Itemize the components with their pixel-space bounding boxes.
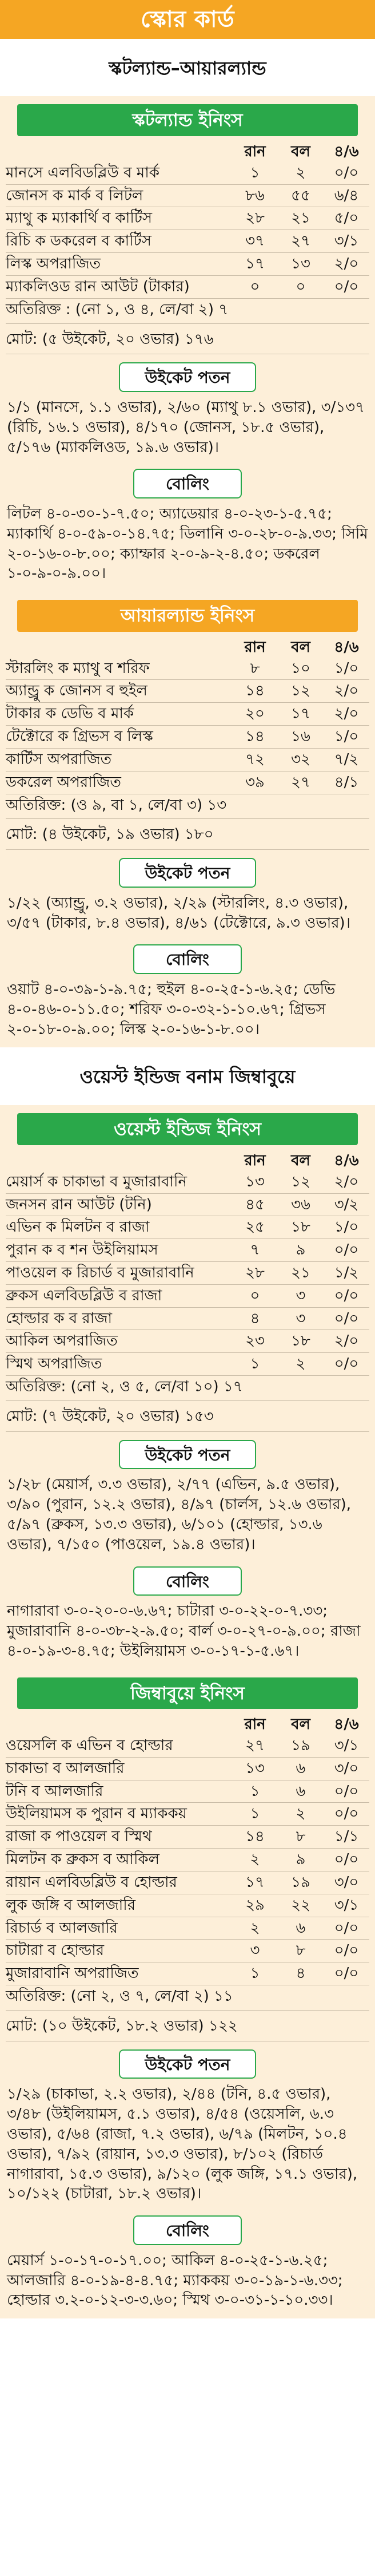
- table-row: ওয়েসলি ক এভিন ব হোল্ডার ২৭ ১৯ ৩/১: [6, 1735, 369, 1758]
- table-row: ম্যাকলিওড রান আউট (টাকার) ০ ০ ০/০: [6, 276, 369, 299]
- table-row: জোনস ক মার্ক ব লিটল ৮৬ ৫৫ ৬/৪: [6, 185, 369, 208]
- extras-line: অতিরিক্ত: (ও ৯, বা ১, লে/বা ৩) ১৩: [6, 794, 369, 820]
- bowling-text: লিটল ৪-০-৩০-১-৭.৫০; অ্যাডেয়ার ৪-০-২৩-১-৫.৭৫; ম্যাকার্থি ৪-০-৫৯-০-১৪.৭৫; ডিলানি ৩-০-২৮-০-৯.৩৩; সিমি ২-০-১৬-০-৮.০০; ক্যাম্ফার ২-০-৯-২-৪.৫০; ডকরেল ১-০-৯-০-৯.০০।: [7, 505, 368, 583]
- match-title-2: ওয়েস্ট ইন্ডিজ বনাম জিম্বাবুয়ে: [0, 1047, 375, 1105]
- total-line: মোট: (১০ উইকেট, ১৮.২ ওভার) ১২২: [6, 2011, 369, 2041]
- col-fours-sixes: ৪/৬: [334, 638, 359, 656]
- total-line: মোট: (৭ উইকেট, ২০ ওভার) ১৫৩: [6, 1401, 369, 1432]
- batting-list: [6, 658, 369, 794]
- col-runs: রান: [244, 638, 266, 656]
- table-row: চাটারা ব হোল্ডার ৩ ৮ ০/০: [6, 1940, 369, 1962]
- table-row: টেক্টোরে ক গ্রিভস ব লিস্ক ১৪ ১৬ ১/০: [6, 726, 369, 749]
- extras-line: অতিরিক্ত : (নো ১, ও ৪, লে/বা ২) ৭: [6, 299, 369, 324]
- fall-of-wickets-label: উইকেট পতন: [119, 362, 256, 392]
- batting-header-row: [6, 638, 369, 658]
- table-row: অ্যান্ড্রু ক জোনস ব হুইল ১৪ ১২ ২/০: [6, 680, 369, 703]
- innings-scotland: [0, 96, 375, 592]
- table-row: পাওয়েল ক রিচার্ড ব মুজারাবানি ২৮ ২১ ১/২: [6, 1262, 369, 1285]
- innings-ireland: [0, 592, 375, 1047]
- extras-line: অতিরিক্ত: (নো ২, ও ৭, লে/বা ২) ১১: [6, 1985, 369, 2011]
- col-balls: বল: [291, 143, 310, 160]
- bowling-label: বোলিং: [133, 944, 242, 974]
- bowling-text: মেয়ার্স ১-০-১৭-০-১৭.০০; আকিল ৪-০-২৫-১-৬.২৫; আলজারি ৪-০-১৯-৪-৪.৭৫; ম্যাককয় ৩-০-১৯-১-৬.৩৩; হোল্ডার ৩.২-০-১২-৩-৩.৬০; স্মিথ ৩-০-৩১-১-১০.৩৩।: [7, 2251, 343, 2309]
- innings-west-indies: [0, 1105, 375, 1669]
- batting-header-row: [6, 1151, 369, 1171]
- table-row: ব্রুকস এলবিডব্লিউ ব রাজা ০ ৩ ০/০: [6, 1285, 369, 1308]
- col-runs: রান: [244, 143, 266, 160]
- table-row: টাকার ক ডেভি ব মার্ক ২০ ১৭ ২/০: [6, 703, 369, 726]
- innings-zimbabwe: [0, 1669, 375, 2319]
- extras-line: অতিরিক্ত: (নো ২, ও ৫, লে/বা ১০) ১৭: [6, 1376, 369, 1401]
- table-row: এভিন ক মিলটন ব রাজা ২৫ ১৮ ১/০: [6, 1216, 369, 1239]
- total-line: মোট: (৪ উইকেট, ১৯ ওভার) ১৮০: [6, 819, 369, 850]
- table-row: ম্যাথু ক ম্যাকার্থি ব কার্টিস ২৮ ২১ ৫/০: [6, 207, 369, 230]
- table-row: মেয়ার্স ক চাকাভা ব মুজারাবানি ১৩ ১২ ২/০: [6, 1171, 369, 1194]
- table-row: মুজারাবানি অপরাজিত ১ ৪ ০/০: [6, 1962, 369, 1985]
- table-row: কার্টিস অপরাজিত ৭২ ৩২ ৭/২: [6, 749, 369, 771]
- fall-of-wickets-text: ১/২৮ (মেয়ার্স, ৩.৩ ওভার), ২/৭৭ (এভিন, ৯.৫ ওভার), ৩/৯০ (পুরান, ১২.২ ওভার), ৪/৯৭ (চার্লস, ১২.৬ ওভার), ৫/৯৭ (ব্রুকস, ১৩.৩ ওভার), ৬/১০১ (হোল্ডার, ১৩.৬ ওভার), ৭/১৫০ (পাওয়েল, ১৯.৪ ওভার)।: [7, 1476, 352, 1553]
- innings-header: আয়ারল্যান্ড ইনিংস: [17, 600, 358, 632]
- table-row: জনসন রান আউট (টনি) ৪৫ ৩৬ ৩/২: [6, 1194, 369, 1217]
- col-fours-sixes: ৪/৬: [334, 1716, 359, 1734]
- col-balls: বল: [291, 638, 310, 656]
- batting-list: [6, 1171, 369, 1376]
- batting-header-row: [6, 1715, 369, 1735]
- col-runs: রান: [244, 1152, 266, 1169]
- table-row: স্টারলিং ক ম্যাথু ব শরিফ ৮ ১০ ১/০: [6, 658, 369, 680]
- bowling-label: বোলিং: [133, 2215, 242, 2245]
- total-line: মোট: (৫ উইকেট, ২০ ওভার) ১৭৬: [6, 324, 369, 355]
- table-row: লুক জঙ্গি ব আলজারি ২৯ ২২ ৩/১: [6, 1894, 369, 1917]
- col-fours-sixes: ৪/৬: [334, 143, 359, 160]
- bowling-label: বোলিং: [133, 469, 242, 498]
- batting-list: [6, 162, 369, 299]
- table-row: মানসে এলবিডব্লিউ ব মার্ক ১ ২ ০/০: [6, 162, 369, 185]
- table-row: টনি ব আলজারি ১ ৬ ০/০: [6, 1780, 369, 1803]
- batting-list: [6, 1735, 369, 1985]
- fall-of-wickets-label: উইকেট পতন: [119, 858, 256, 888]
- batting-header-row: [6, 142, 369, 162]
- bowling-text: ওয়াট ৪-০-৩৯-১-৯.৭৫; হুইল ৪-০-২৫-১-৬.২৫; ডেভি ৪-০-৪৬-০-১১.৫০; শরিফ ৩-০-৩২-১-১০.৬৭; গ্রিভস ২-০-১৮-০-৯.০০; লিস্ক ২-০-১৬-১-৮.০০।: [7, 980, 336, 1038]
- table-row: রিচি ক ডকরেল ব কার্টিস ৩৭ ২৭ ৩/১: [6, 230, 369, 253]
- col-fours-sixes: ৪/৬: [334, 1152, 359, 1169]
- col-runs: রান: [244, 1716, 266, 1734]
- page-title: স্কোর কার্ড: [0, 0, 375, 39]
- match-title-1: স্কটল্যান্ড–আয়ারল্যান্ড: [0, 39, 375, 97]
- table-row: স্মিথ অপরাজিত ১ ২ ০/০: [6, 1353, 369, 1376]
- innings-header: জিম্বাবুয়ে ইনিংস: [17, 1677, 358, 1710]
- innings-header: স্কটল্যান্ড ইনিংস: [17, 104, 358, 136]
- col-balls: বল: [291, 1716, 310, 1734]
- table-row: আকিল অপরাজিত ২৩ ১৮ ২/০: [6, 1330, 369, 1353]
- fall-of-wickets-label: উইকেট পতন: [119, 2049, 256, 2079]
- table-row: উইলিয়ামস ক পুরান ব ম্যাককয় ১ ২ ০/০: [6, 1803, 369, 1826]
- table-row: হোল্ডার ক ব রাজা ৪ ৩ ০/০: [6, 1308, 369, 1331]
- fall-of-wickets-label: উইকেট পতন: [119, 1440, 256, 1470]
- fall-of-wickets-text: ১/২৯ (চাকাভা, ২.২ ওভার), ২/৪৪ (টনি, ৪.৫ ওভার), ৩/৪৮ (উইলিয়ামস, ৫.১ ওভার), ৪/৫৪ (ওয়েসলি, ৬.৩ ওভার), ৫/৬৪ (রাজা, ৭.২ ওভার), ৬/৭৯ (মিলটন, ১০.৪ ওভার), ৭/৯২ (রায়ান, ১৩.৩ ওভার), ৮/১০২ (রিচার্ড নাগারাবা, ১৫.৩ ওভার), ৯/১২০ (লুক জঙ্গি, ১৭.১ ওভার), ১০/১২২ (চাটারা, ১৮.২ ওভার)।: [7, 2086, 358, 2203]
- table-row: পুরান ক ব শন উইলিয়ামস ৭ ৯ ০/০: [6, 1239, 369, 1262]
- table-row: চাকাভা ব আলজারি ১৩ ৬ ৩/০: [6, 1758, 369, 1780]
- fall-of-wickets-text: ১/১ (মানসে, ১.১ ওভার), ২/৬০ (ম্যাথু ৮.১ ওভার), ৩/১৩৭ (রিচি, ১৬.১ ওভার), ৪/১৭০ (জোনস, ১৮.৫ ওভার), ৫/১৭৬ (ম্যাকলিওড, ১৯.৬ ওভার)।: [7, 398, 365, 456]
- table-row: রায়ান এলবিডব্লিউ ব হোল্ডার ১৭ ১৯ ৩/০: [6, 1871, 369, 1894]
- innings-header: ওয়েস্ট ইন্ডিজ ইনিংস: [17, 1113, 358, 1145]
- table-row: মিলটন ক ব্রুকস ব আকিল ২ ৯ ০/০: [6, 1849, 369, 1871]
- col-balls: বল: [291, 1152, 310, 1169]
- table-row: লিস্ক অপরাজিত ১৭ ১৩ ২/০: [6, 253, 369, 276]
- table-row: রাজা ক পাওয়েল ব স্মিথ ১৪ ৮ ১/১: [6, 1826, 369, 1849]
- table-row: রিচার্ড ব আলজারি ২ ৬ ০/০: [6, 1917, 369, 1940]
- bowling-label: বোলিং: [133, 1566, 242, 1596]
- table-row: ডকরেল অপরাজিত ৩৯ ২৭ ৪/১: [6, 771, 369, 794]
- bowling-text: নাগারাবা ৩-০-২০-০-৬.৬৭; চাটারা ৩-০-২২-০-৭.৩৩; মুজারাবানি ৪-০-৩৮-২-৯.৫০; বার্ল ৩-০-২৭-০-৯.০০; রাজা ৪-০-১৯-৩-৪.৭৫; উইলিয়ামস ৩-০-১৭-১-৫.৬৭।: [7, 1602, 361, 1660]
- fall-of-wickets-text: ১/২২ (অ্যান্ড্রু, ৩.২ ওভার), ২/২৯ (স্টারলিং, ৪.৩ ওভার), ৩/৫৭ (টাকার, ৮.৪ ওভার), ৪/৬১ (টেক্টোরে, ৯.৩ ওভার)।: [7, 894, 350, 932]
